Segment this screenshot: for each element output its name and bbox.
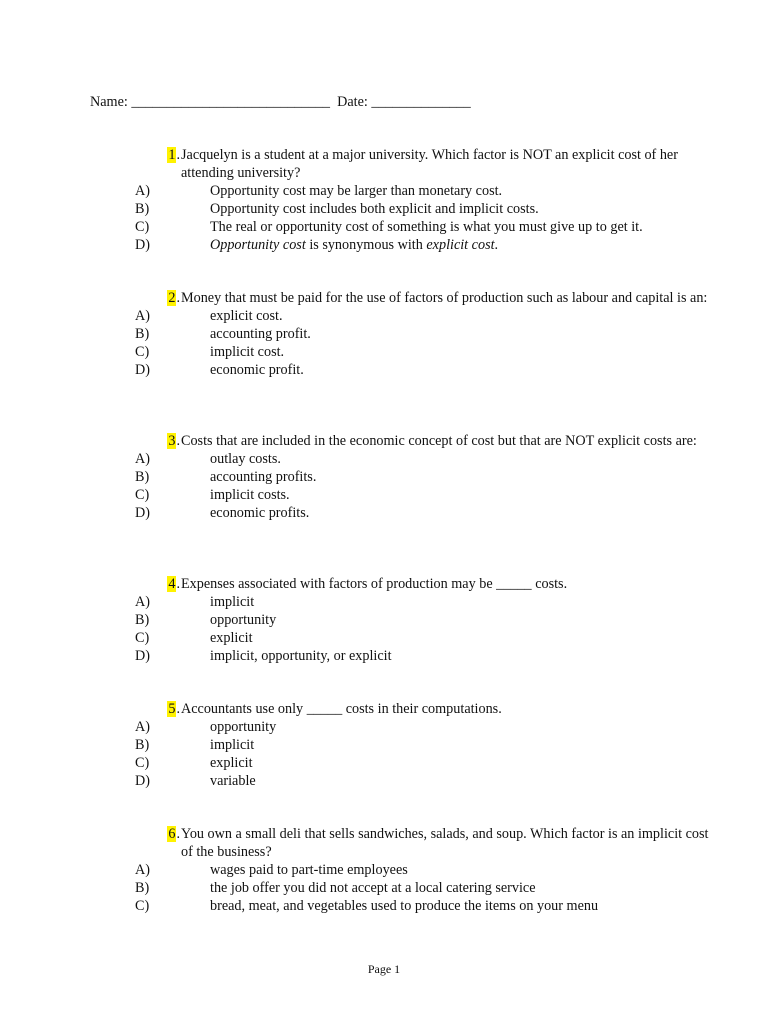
question-number: 6 [168, 826, 176, 842]
choice-b: B) Opportunity cost includes both explicit and implicit costs. [135, 201, 539, 217]
choice-c: C) bread, meat, and vegetables used to produce the items on your menu [135, 898, 599, 914]
choice-b: B) accounting profit. [135, 326, 311, 342]
choice-a: A) implicit [135, 594, 255, 610]
name-blank: ____________________________ [131, 94, 330, 110]
choice-d: D) implicit, opportunity, or explicit [135, 648, 392, 664]
name-label: Name: [90, 94, 128, 110]
question-4: 4. Expenses associated with factors of production may be _____ costs. A) implicit B) opportunity C) explicit D) implicit, opportunity, or explicit [135, 575, 725, 665]
choice-b: B) implicit [135, 737, 255, 753]
choice-a: A) explicit cost. [135, 308, 283, 324]
question-6: 6. You own a small deli that sells sandwiches, salads, and soup. Which factor is an implicit cost of the business? A) wages paid to part-time employees B) the job offer you did not accept at a local catering service C) bread, meat, and vegetables used to produce the items on your menu [135, 825, 725, 915]
question-2: 2. Money that must be paid for the use of factors of production such as labour and capital is an: A) explicit cost. B) accounting profit. C) implicit cost. D) economic profit. [135, 289, 725, 379]
question-stem: Money that must be paid for the use of factors of production such as labour and capital is an: [181, 290, 708, 306]
question-stem: Costs that are included in the economic concept of cost but that are NOT explicit costs are: [181, 433, 697, 449]
choice-c: C) The real or opportunity cost of something is what you must give up to get it. [135, 219, 643, 235]
choice-d: D) variable [135, 773, 256, 789]
question-number: 4 [168, 576, 176, 592]
choice-b: B) accounting profits. [135, 469, 317, 485]
question-number: 5 [168, 701, 176, 717]
choice-c: C) explicit [135, 755, 253, 771]
date-label: Date: [337, 94, 368, 110]
name-date-line [90, 93, 471, 111]
choice-c: C) implicit cost. [135, 344, 285, 360]
question-1: 1. Jacquelyn is a student at a major university. Which factor is NOT an explicit cost of her attending university? A) Opportunity cost may be larger than monetary cost. B) Opportunity cost includes both explicit and implicit costs. C) The real or opportunity cost of something is what you must give up to get it. D) Opportunity cost is synonymous with explicit cost. [135, 146, 725, 254]
choice-a: A) Opportunity cost may be larger than monetary cost. [135, 183, 503, 199]
choice-b: B) the job offer you did not accept at a local catering service [135, 880, 536, 896]
question-5: 5. Accountants use only _____ costs in their computations. A) opportunity B) implicit C) explicit D) variable [135, 700, 725, 790]
choice-d: D) Opportunity cost is synonymous with explicit cost. [135, 237, 499, 253]
question-number: 3 [168, 433, 176, 449]
question-3: 3. Costs that are included in the economic concept of cost but that are NOT explicit costs are: A) outlay costs. B) accounting profits. C) implicit costs. D) economic profits. [135, 432, 725, 522]
question-stem: You own a small deli that sells sandwiches, salads, and soup. Which factor is an implicit cost of the business? [181, 826, 709, 860]
page-footer: Page 1 [367, 962, 401, 976]
question-stem: Accountants use only _____ costs in their computations. [181, 701, 502, 717]
question-number: 1 [168, 147, 176, 163]
choice-a: A) opportunity [135, 719, 277, 735]
choice-c: C) implicit costs. [135, 487, 290, 503]
question-stem: Expenses associated with factors of production may be _____ costs. [181, 576, 568, 592]
date-blank: ______________ [371, 94, 471, 110]
choice-d: D) economic profit. [135, 362, 304, 378]
choice-a: A) outlay costs. [135, 451, 281, 467]
choice-a: A) wages paid to part-time employees [135, 862, 408, 878]
choice-b: B) opportunity [135, 612, 277, 628]
choice-d: D) economic profits. [135, 505, 310, 521]
question-stem: Jacquelyn is a student at a major university. Which factor is NOT an explicit cost of her attending university? [181, 147, 678, 181]
choice-c: C) explicit [135, 630, 253, 646]
question-number: 2 [168, 290, 176, 306]
